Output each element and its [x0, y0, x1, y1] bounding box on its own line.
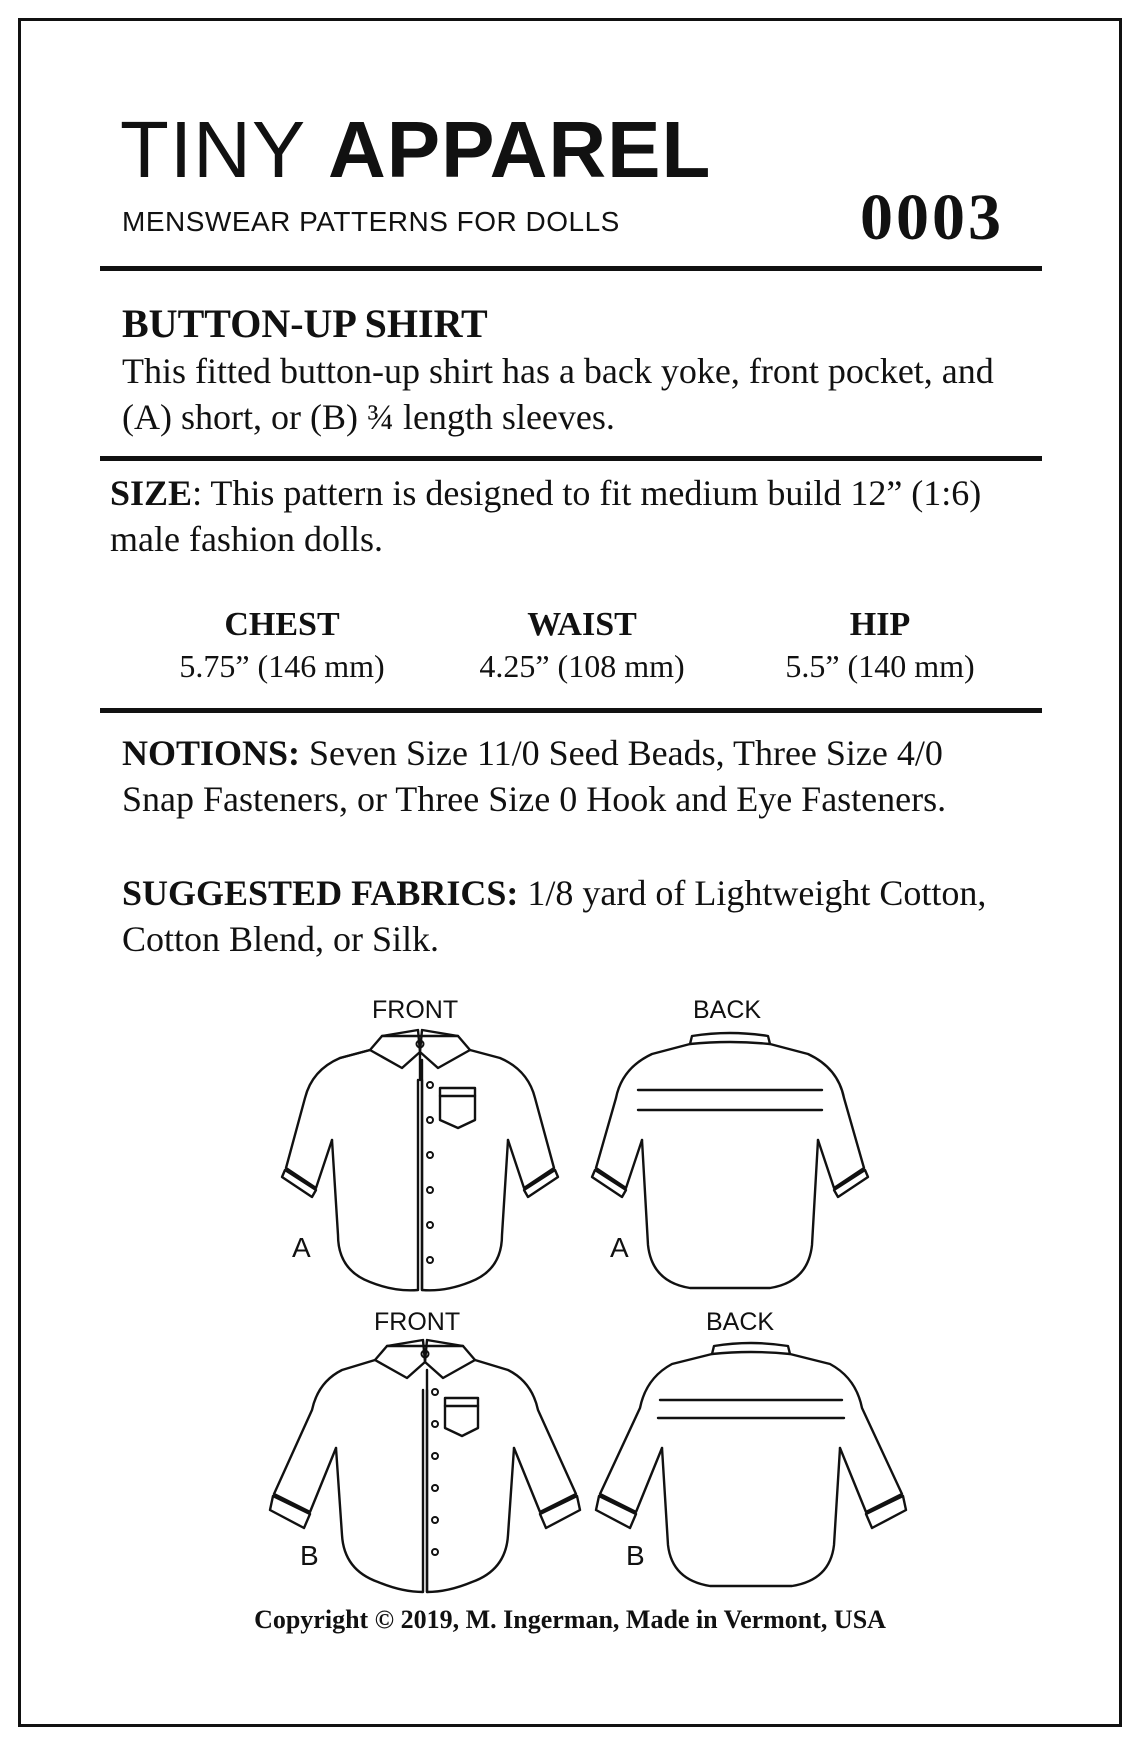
view-b-back-letter: B: [626, 1540, 645, 1571]
view-a-front-label: FRONT: [372, 996, 459, 1024]
measurement-waist: [432, 605, 732, 687]
view-b-back-label: BACK: [706, 1308, 775, 1336]
shirt-a-back-illustration: [580, 1020, 880, 1320]
divider: [100, 708, 1042, 713]
measurement-value: 4.25” (108 mm): [479, 648, 685, 684]
view-a-front-letter: A: [292, 1232, 311, 1263]
copyright: Copyright © 2019, M. Ingerman, Made in Vermont, USA: [254, 1605, 886, 1634]
measurement-label: WAIST: [527, 606, 637, 643]
notions-text: Seven Size 11/0 Seed Beads, Three Size 4/0 Snap Fasteners, or Three Size 0 Hook and Eye Fasteners.: [122, 733, 947, 819]
shirt-b-front-illustration: [270, 1330, 580, 1610]
garment-description: This fitted button-up shirt has a back yoke, front pocket, and (A) short, or (B) ¾ length sleeves.: [122, 351, 994, 437]
divider: [100, 266, 1042, 271]
measurement-label: CHEST: [224, 606, 340, 643]
measurement-value: 5.5” (140 mm): [785, 648, 975, 684]
size-label: SIZE: [110, 473, 193, 513]
measurement-hip: [730, 605, 1030, 687]
view-b-front-letter: B: [300, 1540, 319, 1571]
brand-light: TINY: [120, 105, 305, 194]
garment-title: BUTTON-UP SHIRT: [122, 301, 488, 346]
brand-subtitle: MENSWEAR PATTERNS FOR DOLLS: [122, 206, 620, 237]
fabrics-label: SUGGESTED FABRICS:: [122, 873, 519, 913]
shirt-a-front-illustration: [270, 1020, 570, 1320]
fabrics-text: 1/8 yard of Lightweight Cotton, Cotton Blend, or Silk.: [122, 873, 987, 959]
view-a-back-label: BACK: [693, 996, 762, 1024]
divider: [100, 456, 1042, 461]
view-a-back-letter: A: [610, 1232, 629, 1263]
measurement-label: HIP: [849, 606, 911, 643]
measurement-chest: [132, 605, 432, 687]
measurement-value: 5.75” (146 mm): [179, 648, 385, 684]
notions-section: [122, 730, 1022, 822]
fabrics-section: [122, 870, 1022, 962]
brand-bold: APPAREL: [328, 105, 712, 194]
brand-title: [120, 105, 712, 194]
shirt-b-back-illustration: [596, 1330, 906, 1610]
size-section: [110, 470, 1020, 562]
pattern-number: 0003: [860, 181, 1004, 254]
view-b-front-label: FRONT: [374, 1308, 461, 1336]
notions-label: NOTIONS:: [122, 733, 301, 773]
size-text: : This pattern is designed to fit medium build 12” (1:6) male fashion dolls.: [110, 473, 982, 559]
